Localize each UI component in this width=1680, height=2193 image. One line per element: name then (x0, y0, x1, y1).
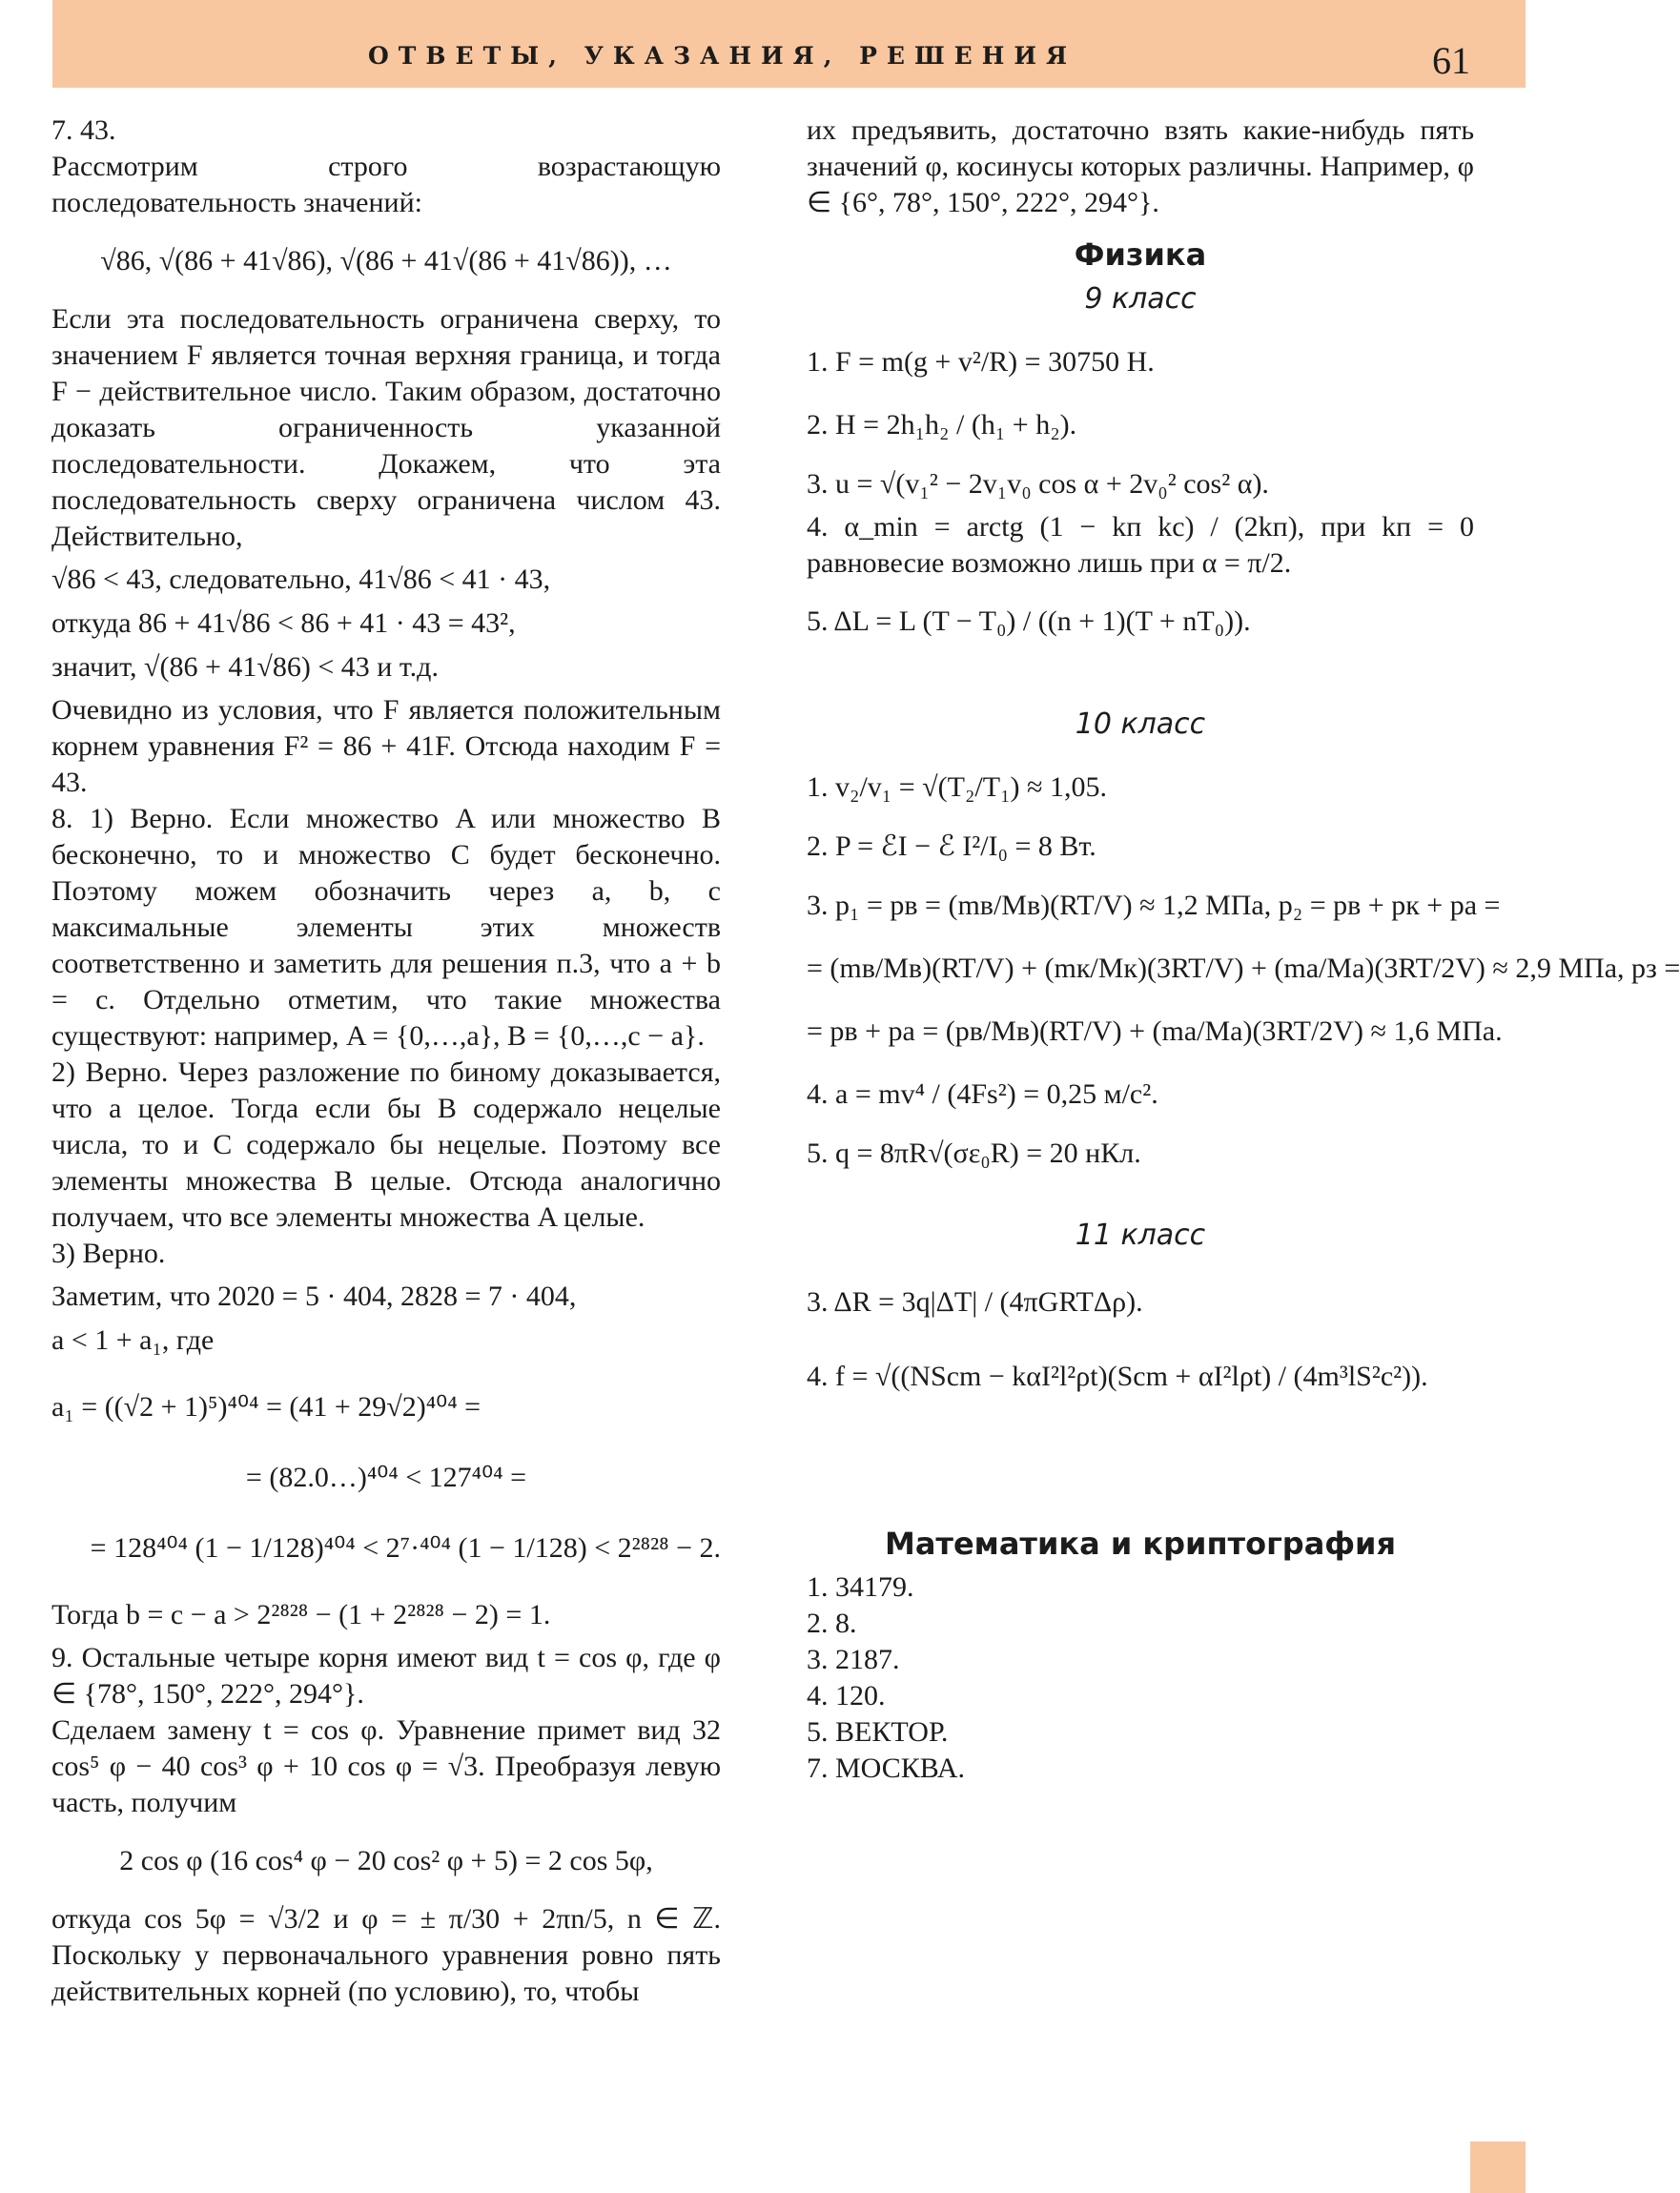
grade-11-title: 11 класс (1075, 1219, 1206, 1252)
problem-8-formula-1: a₁ = ((√2 + 1)⁵)⁴⁰⁴ = (41 + 29√2)⁴⁰⁴ = (51, 1391, 481, 1423)
problem-7-heading: 7. 43. (51, 114, 116, 146)
grade-9-answer: 2. H = 2h₁h₂ / (h₁ + h₂). (807, 409, 1077, 441)
problem-8-part-3: 3) Верно. (51, 1238, 166, 1269)
problem-9-continuation: откуда cos 5φ = √3/2 и φ = ± π/30 + 2πn/5, n ∈ ℤ. Поскольку у первоначального уравнения ровно пять действительных корней (по условию), то, чтобы (51, 1903, 721, 2007)
grade-9-title: 9 класс (1084, 282, 1197, 316)
grade-10-answer: = (mв/Mв)(RT/V) + (mк/Mк)(3RT/V) + (mа/Mа)(3RT/2V) ≈ 2,9 МПа, pз = (807, 953, 1680, 984)
crypto-answer: 4. 120. (807, 1680, 886, 1711)
physics-section-title: Физика (1074, 236, 1207, 273)
grade-10-answer: 5. q = 8πR√(σε₀R) = 20 нКл. (807, 1137, 1141, 1169)
problem-7-intro: Рассмотрим строго возрастающую последовательность значений: (51, 151, 721, 218)
left-column (51, 113, 721, 2010)
grade-11-answer: 4. f = √((NScm − kαI²l²ρt)(Scm + αI²lρt) / (4m³lS²c²)). (807, 1361, 1428, 1392)
problem-7-formula-2: откуда 86 + 41√86 < 86 + 41 · 43 = 43², (51, 607, 516, 639)
problem-8-note: Заметим, что 2020 = 5 · 404, 2828 = 7 · 404, (51, 1281, 577, 1312)
running-title: ОТВЕТЫ, УКАЗАНИЯ, РЕШЕНИЯ (368, 42, 1076, 70)
problem-9-substitution: Сделаем замену t = cos φ. Уравнение примет вид 32 cos⁵ φ − 40 cos³ φ + 10 cos φ = √3. Преобразуя левую часть, получим (51, 1714, 721, 1818)
crypto-answer: 3. 2187. (807, 1644, 900, 1675)
crypto-answer: 5. ВЕКТОР. (807, 1716, 949, 1748)
problem-9-ending: их предъявить, достаточно взять какие-нибудь пять значений φ, косинусы которых различны. Например, φ ∈ {6°, 78°, 150°, 222°, 294°}. (807, 114, 1474, 218)
grade-9-answer: 3. u = √(v₁² − 2v₁v₀ cos α + 2v₀² cos² α). (807, 468, 1269, 500)
problem-7-sequence: √86, √(86 + 41√86), √(86 + 41√(86 + 41√86)), … (100, 245, 672, 277)
problem-7-conclusion: Очевидно из условия, что F является положительным корнем уравнения F² = 86 + 41F. Отсюда находим F = 43. (51, 694, 721, 798)
grade-10-title: 10 класс (1075, 707, 1206, 741)
grade-10-answer: 1. v₂/v₁ = √(T₂/T₁) ≈ 1,05. (807, 771, 1107, 803)
problem-7-formula-1: √86 < 43, следовательно, 41√86 < 41 · 43, (51, 564, 551, 595)
grade-10-answer: = pв + pа = (pв/Mв)(RT/V) + (mа/Mа)(3RT/2V) ≈ 1,6 МПа. (807, 1015, 1503, 1047)
crypto-section-title: Математика и криптография (884, 1526, 1397, 1562)
grade-9-answer: 5. ΔL = L (T − T₀) / ((n + 1)(T + nT₀)). (807, 605, 1251, 637)
page-corner-mark (1470, 2142, 1526, 2193)
crypto-answer: 7. МОСКВА. (807, 1752, 966, 1784)
problem-9-formula: 2 cos φ (16 cos⁴ φ − 20 cos² φ + 5) = 2 cos 5φ, (119, 1845, 653, 1876)
problem-8-part-2: 2) Верно. Через разложение по биному доказывается, что a целое. Тогда если бы B содержало нецелые числа, то и C содержало бы нецелые. Поэтому все элементы множества B целые. Отсюда аналогично получаем, что все элементы множества A целые. (51, 1056, 721, 1233)
problem-7-bound-text: Если эта последовательность ограничена сверху, то значением F является точная верхняя граница, и тогда F − действительное число. Таким образом, достаточно доказать ограниченность указанной последовательности. Докажем, что эта последовательность сверху ограничена числом 43. Действительно, (51, 303, 721, 552)
grade-10-answer: 4. a = mv⁴ / (4Fs²) = 0,25 м/с². (807, 1078, 1158, 1110)
page-number: 61 (1432, 39, 1470, 82)
problem-8-where: a < 1 + a₁, где (51, 1324, 215, 1356)
grade-9-answer: 1. F = m(g + v²/R) = 30750 Н. (807, 346, 1155, 378)
grade-10-answer: 2. P = ℰI − ℰ I²/I₀ = 8 Вт. (807, 830, 1096, 862)
grade-9-answer: 4. α_min = arctg (1 − kп kс) / (2kп), при kп = 0 равновесие возможно лишь при α = π/2. (807, 511, 1474, 579)
problem-8-conclusion: Тогда b = c − a > 2²⁸²⁸ − (1 + 2²⁸²⁸ − 2) = 1. (51, 1599, 551, 1630)
problem-7-formula-3: значит, √(86 + 41√86) < 43 и т.д. (51, 651, 439, 683)
problem-8-formula-2: = (82.0…)⁴⁰⁴ < 127⁴⁰⁴ = (245, 1462, 527, 1493)
problem-8-formula-3: = 128⁴⁰⁴ (1 − 1/128)⁴⁰⁴ < 2⁷·⁴⁰⁴ (1 − 1/128) < 2²⁸²⁸ − 2. (90, 1532, 721, 1564)
grade-10-answer: 3. p₁ = pв = (mв/Mв)(RT/V) ≈ 1,2 МПа, p₂ = pв + pк + pа = (807, 890, 1501, 921)
crypto-answer: 2. 8. (807, 1608, 857, 1639)
grade-11-answer: 3. ΔR = 3q|ΔT| / (4πGRTΔρ). (807, 1286, 1143, 1318)
problem-9-intro: 9. Остальные четыре корня имеют вид t = cos φ, где φ ∈ {78°, 150°, 222°, 294°}. (51, 1642, 721, 1710)
problem-8-part-1: 8. 1) Верно. Если множество A или множество B бесконечно, то и множество C будет бесконечно. Поэтому можем обозначить через a, b, c максимальные элементы этих множеств соответственно и заметить для решения п.3, что a + b = c. Отдельно отметим, что такие множества существуют: например, A = {0,…,a}, B = {0,…,c − a}. (51, 803, 721, 1052)
right-column (807, 113, 1680, 1787)
crypto-answer: 1. 34179. (807, 1571, 914, 1603)
